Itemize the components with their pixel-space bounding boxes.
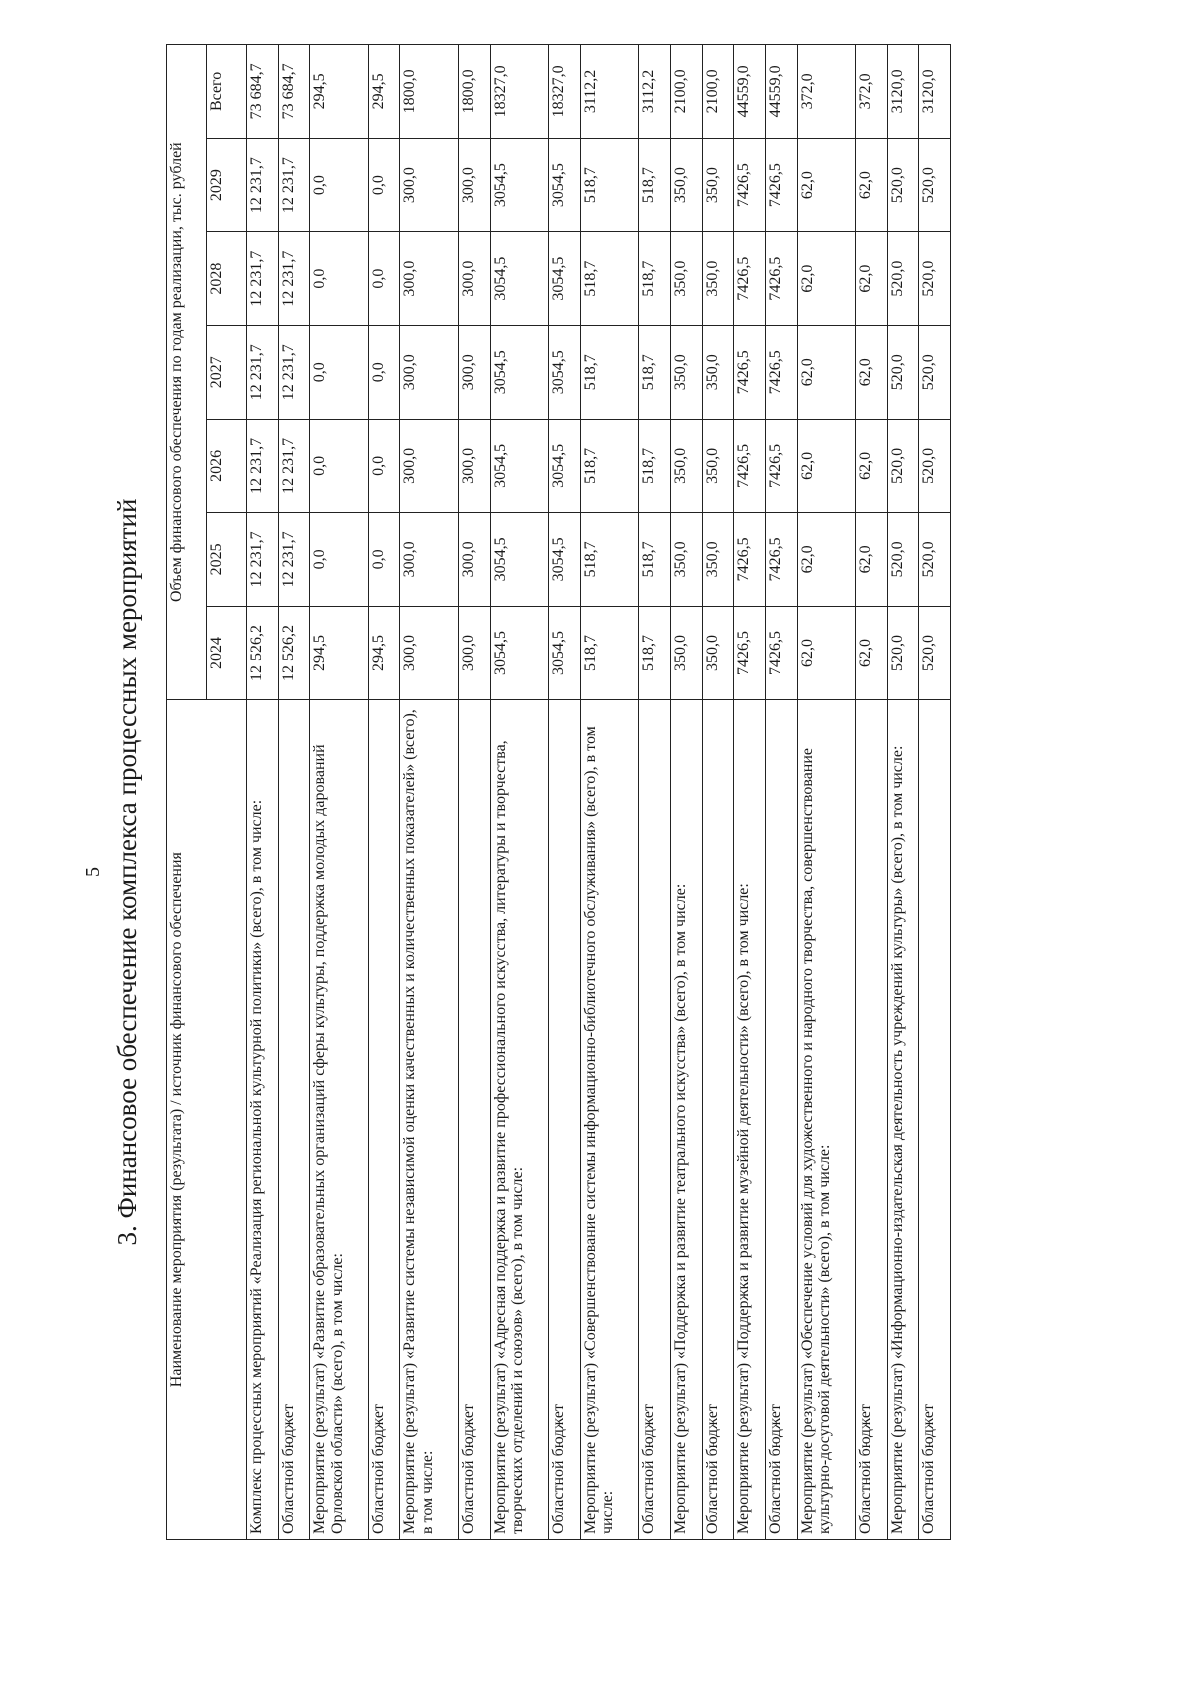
row-name: Мероприятие (результат) «Совершенствование системы информационно-библиотечного обслуживания» (всего), в том числе: (580, 700, 639, 1540)
table-row (247, 45, 279, 1540)
row-value: 0,0 (310, 325, 369, 419)
row-value: 62,0 (856, 513, 888, 607)
row-value: 0,0 (368, 419, 400, 513)
row-value: 350,0 (702, 138, 734, 232)
row-value: 3054,5 (549, 232, 581, 326)
row-value: 520,0 (919, 513, 951, 607)
row-value: 62,0 (856, 138, 888, 232)
table-row (278, 45, 310, 1540)
header-year: 2028 (207, 232, 247, 326)
header-year: 2026 (207, 419, 247, 513)
row-name: Мероприятие (результат) «Развитие образовательных организаций сферы культуры, поддержка молодых дарований Орловской области» (всего), в том числе: (310, 700, 369, 1540)
row-name: Областной бюджет (765, 700, 797, 1540)
row-value: 3054,5 (490, 513, 549, 607)
row-value: 520,0 (887, 138, 919, 232)
row-value: 300,0 (400, 419, 459, 513)
row-value: 520,0 (887, 232, 919, 326)
row-value: 7426,5 (765, 606, 797, 700)
row-value: 0,0 (310, 138, 369, 232)
row-value: 12 231,7 (278, 138, 310, 232)
row-value: 520,0 (919, 325, 951, 419)
header-year: 2027 (207, 325, 247, 419)
table-row (580, 45, 639, 1540)
row-value: 12 231,7 (247, 138, 279, 232)
row-name: Областной бюджет (368, 700, 400, 1540)
row-value: 1800,0 (400, 45, 459, 139)
row-value: 300,0 (459, 606, 491, 700)
row-value: 12 231,7 (278, 232, 310, 326)
table-row (671, 45, 703, 1540)
row-value: 300,0 (400, 232, 459, 326)
row-value: 3054,5 (549, 325, 581, 419)
row-value: 12 231,7 (278, 419, 310, 513)
row-value: 12 231,7 (278, 513, 310, 607)
table-row (765, 45, 797, 1540)
row-value: 350,0 (671, 232, 703, 326)
header-year: 2025 (207, 513, 247, 607)
row-value: 300,0 (459, 232, 491, 326)
row-value: 300,0 (459, 325, 491, 419)
table-row (490, 45, 549, 1540)
table-row (919, 45, 951, 1540)
row-name: Мероприятие (результат) «Адресная поддержка и развитие профессионального искусства, литературы и творчества, творческих отделений и союзов» (всего), в том числе: (490, 700, 549, 1540)
header-year: Всего (207, 45, 247, 139)
row-value: 350,0 (671, 419, 703, 513)
row-value: 12 231,7 (247, 325, 279, 419)
row-value: 350,0 (702, 419, 734, 513)
row-value: 3054,5 (549, 138, 581, 232)
row-value: 520,0 (919, 419, 951, 513)
row-value: 3112,2 (639, 45, 671, 139)
row-value: 12 526,2 (247, 606, 279, 700)
row-value: 62,0 (797, 325, 856, 419)
row-value: 7426,5 (734, 232, 766, 326)
row-name: Областной бюджет (549, 700, 581, 1540)
header-row-top (167, 45, 207, 1540)
row-name: Областной бюджет (856, 700, 888, 1540)
row-value: 518,7 (639, 325, 671, 419)
row-value: 62,0 (856, 232, 888, 326)
table-row (702, 45, 734, 1540)
row-value: 350,0 (671, 513, 703, 607)
row-value: 518,7 (580, 606, 639, 700)
table-row (400, 45, 459, 1540)
row-value: 7426,5 (734, 325, 766, 419)
table-row (459, 45, 491, 1540)
row-name: Мероприятие (результат) «Информационно-издательская деятельность учреждений культуры» (всего), в том числе: (887, 700, 919, 1540)
row-value: 300,0 (400, 325, 459, 419)
row-value: 62,0 (856, 606, 888, 700)
row-value: 350,0 (702, 325, 734, 419)
row-value: 518,7 (580, 419, 639, 513)
row-value: 350,0 (702, 606, 734, 700)
row-value: 300,0 (400, 513, 459, 607)
row-name: Мероприятие (результат) «Развитие системы независимой оценки качественных и количественных показателей» (всего), в том числе: (400, 700, 459, 1540)
row-value: 0,0 (368, 513, 400, 607)
row-value: 7426,5 (734, 606, 766, 700)
row-value: 62,0 (856, 325, 888, 419)
row-value: 350,0 (671, 325, 703, 419)
row-name: Мероприятие (результат) «Поддержка и развитие театрального искусства» (всего), в том числе: (671, 700, 703, 1540)
table-row (368, 45, 400, 1540)
row-value: 18327,0 (549, 45, 581, 139)
table-row (734, 45, 766, 1540)
row-value: 0,0 (310, 513, 369, 607)
row-value: 294,5 (310, 45, 369, 139)
row-value: 350,0 (671, 606, 703, 700)
table-row (549, 45, 581, 1540)
row-value: 12 231,7 (247, 419, 279, 513)
row-value: 520,0 (919, 606, 951, 700)
section-title: 3. Финансовое обеспечение комплекса процессных мероприятий (112, 498, 142, 1246)
row-value: 3054,5 (490, 606, 549, 700)
row-value: 518,7 (639, 606, 671, 700)
row-value: 300,0 (459, 513, 491, 607)
row-value: 7426,5 (765, 232, 797, 326)
row-value: 7426,5 (765, 325, 797, 419)
row-name: Комплекс процессных мероприятий «Реализация региональной культурной политики» (всего), в том числе: (247, 700, 279, 1540)
row-value: 3054,5 (549, 419, 581, 513)
page-number: 5 (82, 867, 104, 877)
table-row (639, 45, 671, 1540)
row-value: 518,7 (580, 232, 639, 326)
row-value: 300,0 (459, 419, 491, 513)
row-value: 520,0 (887, 419, 919, 513)
row-name: Мероприятие (результат) «Обеспечение условий для художественного и народного творчества, совершенствование культурно-досуговой деятельности» (всего), в том числе: (797, 700, 856, 1540)
row-value: 372,0 (797, 45, 856, 139)
row-value: 518,7 (639, 232, 671, 326)
row-value: 3054,5 (490, 138, 549, 232)
row-name: Областной бюджет (702, 700, 734, 1540)
row-value: 518,7 (580, 325, 639, 419)
table-row (856, 45, 888, 1540)
table-row (887, 45, 919, 1540)
row-value: 3054,5 (490, 325, 549, 419)
row-value: 3112,2 (580, 45, 639, 139)
row-value: 520,0 (919, 232, 951, 326)
row-value: 7426,5 (765, 419, 797, 513)
row-value: 3120,0 (919, 45, 951, 139)
row-value: 73 684,7 (247, 45, 279, 139)
row-value: 520,0 (919, 138, 951, 232)
row-value: 12 231,7 (278, 325, 310, 419)
row-value: 12 526,2 (278, 606, 310, 700)
row-value: 73 684,7 (278, 45, 310, 139)
row-value: 0,0 (310, 419, 369, 513)
row-value: 0,0 (368, 138, 400, 232)
row-value: 300,0 (400, 606, 459, 700)
row-value: 7426,5 (734, 419, 766, 513)
row-value: 62,0 (797, 138, 856, 232)
row-value: 350,0 (671, 138, 703, 232)
row-value: 518,7 (639, 138, 671, 232)
row-value: 7426,5 (734, 138, 766, 232)
table-row (310, 45, 369, 1540)
row-value: 350,0 (702, 232, 734, 326)
row-value: 294,5 (368, 606, 400, 700)
row-value: 62,0 (797, 513, 856, 607)
row-value: 294,5 (310, 606, 369, 700)
row-value: 0,0 (368, 232, 400, 326)
header-name: Наименование мероприятия (результата) / источник финансового обеспечения (167, 700, 247, 1540)
row-name: Областной бюджет (278, 700, 310, 1540)
row-value: 44559,0 (765, 45, 797, 139)
row-value: 3054,5 (490, 232, 549, 326)
row-value: 3054,5 (549, 606, 581, 700)
row-value: 2100,0 (671, 45, 703, 139)
row-value: 62,0 (856, 419, 888, 513)
row-name: Областной бюджет (919, 700, 951, 1540)
header-year: 2029 (207, 138, 247, 232)
header-year: 2024 (207, 606, 247, 700)
row-value: 3120,0 (887, 45, 919, 139)
row-value: 7426,5 (734, 513, 766, 607)
row-value: 518,7 (639, 419, 671, 513)
financing-table (166, 44, 951, 1540)
row-value: 62,0 (797, 419, 856, 513)
row-value: 372,0 (856, 45, 888, 139)
row-value: 18327,0 (490, 45, 549, 139)
row-value: 3054,5 (549, 513, 581, 607)
row-value: 300,0 (400, 138, 459, 232)
row-value: 518,7 (639, 513, 671, 607)
row-value: 7426,5 (765, 138, 797, 232)
row-value: 0,0 (310, 232, 369, 326)
row-value: 2100,0 (702, 45, 734, 139)
row-value: 294,5 (368, 45, 400, 139)
table-row (797, 45, 856, 1540)
row-value: 520,0 (887, 325, 919, 419)
row-value: 518,7 (580, 138, 639, 232)
row-value: 12 231,7 (247, 232, 279, 326)
row-value: 300,0 (459, 138, 491, 232)
row-value: 350,0 (702, 513, 734, 607)
row-value: 3054,5 (490, 419, 549, 513)
row-name: Областной бюджет (459, 700, 491, 1540)
table-body (247, 45, 951, 1540)
row-value: 62,0 (797, 606, 856, 700)
row-name: Мероприятие (результат) «Поддержка и развитие музейной деятельности» (всего), в том числе: (734, 700, 766, 1540)
row-value: 1800,0 (459, 45, 491, 139)
row-value: 518,7 (580, 513, 639, 607)
row-value: 520,0 (887, 606, 919, 700)
row-value: 0,0 (368, 325, 400, 419)
row-value: 12 231,7 (247, 513, 279, 607)
row-value: 44559,0 (734, 45, 766, 139)
header-volume: Объем финансового обеспечения по годам реализации, тыс. рублей (167, 45, 207, 700)
row-value: 520,0 (887, 513, 919, 607)
row-value: 7426,5 (765, 513, 797, 607)
row-name: Областной бюджет (639, 700, 671, 1540)
row-value: 62,0 (797, 232, 856, 326)
